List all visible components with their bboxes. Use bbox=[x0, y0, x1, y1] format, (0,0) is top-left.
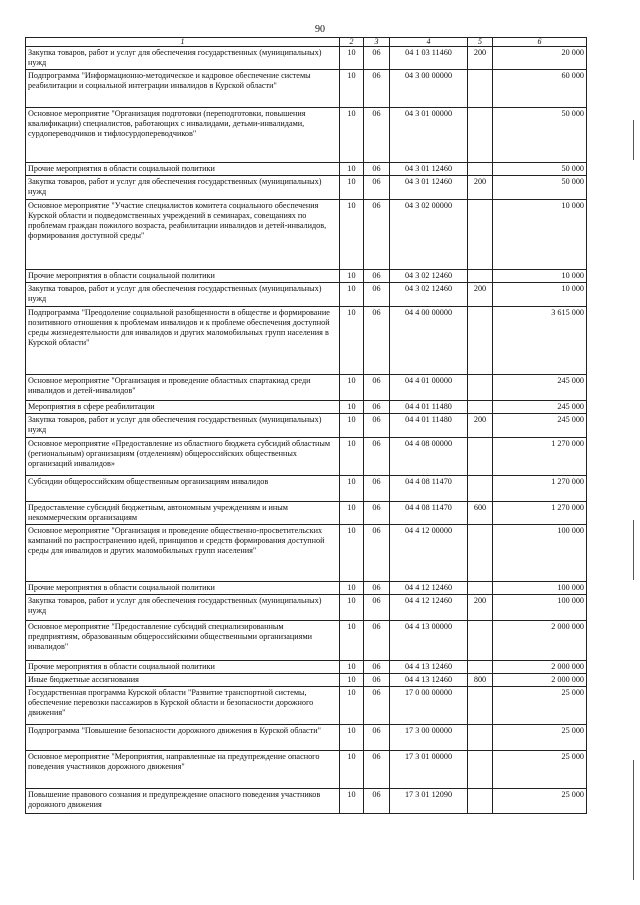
cell-target-code: 04 3 02 00000 bbox=[390, 200, 468, 270]
cell-section: 10 bbox=[340, 621, 364, 661]
cell-target-code: 04 4 01 11480 bbox=[390, 401, 468, 414]
cell-section: 10 bbox=[340, 582, 364, 595]
cell-section: 10 bbox=[340, 401, 364, 414]
cell-name: Мероприятия в сфере реабилитации bbox=[26, 401, 340, 414]
cell-amount: 25 000 bbox=[493, 789, 587, 814]
cell-section: 10 bbox=[340, 270, 364, 283]
cell-expense-type bbox=[468, 687, 493, 725]
cell-amount: 2 000 000 bbox=[493, 674, 587, 687]
cell-amount: 1 270 000 bbox=[493, 438, 587, 476]
cell-section: 10 bbox=[340, 525, 364, 582]
cell-target-code: 04 4 12 12460 bbox=[390, 582, 468, 595]
cell-expense-type: 800 bbox=[468, 674, 493, 687]
cell-target-code: 04 3 01 00000 bbox=[390, 108, 468, 163]
cell-name: Государственная программа Курской области "Развитие транспортной системы, обеспечение перевозки пассажиров в Курской области и безопасности дорожного движения" bbox=[26, 687, 340, 725]
cell-subsection: 06 bbox=[364, 502, 390, 525]
cell-subsection: 06 bbox=[364, 163, 390, 176]
cell-name: Основное мероприятие "Организация подготовки (переподготовки, повышения квалификации) специалистов, работающих с инвалидами, детьми-инвалидами, сурдопереводчиков и тифлосурдопереводчиков" bbox=[26, 108, 340, 163]
cell-amount: 25 000 bbox=[493, 687, 587, 725]
column-header-subsection: 3 bbox=[364, 38, 390, 47]
cell-section: 10 bbox=[340, 687, 364, 725]
cell-section: 10 bbox=[340, 502, 364, 525]
cell-subsection: 06 bbox=[364, 307, 390, 375]
cell-amount: 50 000 bbox=[493, 176, 587, 200]
table-row bbox=[26, 674, 587, 687]
cell-section: 10 bbox=[340, 476, 364, 502]
cell-subsection: 06 bbox=[364, 176, 390, 200]
column-header-name: 1 bbox=[26, 38, 340, 47]
cell-section: 10 bbox=[340, 414, 364, 438]
budget-table bbox=[25, 37, 587, 814]
cell-subsection: 06 bbox=[364, 283, 390, 307]
cell-subsection: 06 bbox=[364, 582, 390, 595]
cell-section: 10 bbox=[340, 595, 364, 621]
cell-target-code: 17 0 00 00000 bbox=[390, 687, 468, 725]
cell-amount: 10 000 bbox=[493, 283, 587, 307]
cell-name: Подпрограмма "Повышение безопасности дорожного движения в Курской области" bbox=[26, 725, 340, 751]
cell-expense-type bbox=[468, 525, 493, 582]
cell-name: Закупка товаров, работ и услуг для обеспечения государственных (муниципальных) нужд bbox=[26, 283, 340, 307]
cell-amount: 245 000 bbox=[493, 375, 587, 401]
cell-section: 10 bbox=[340, 200, 364, 270]
cell-name: Закупка товаров, работ и услуг для обеспечения государственных (муниципальных) нужд bbox=[26, 176, 340, 200]
cell-name: Предоставление субсидий бюджетным, автономным учреждениям и иным некоммерческим организациям bbox=[26, 502, 340, 525]
cell-target-code: 04 1 03 11460 bbox=[390, 47, 468, 70]
cell-subsection: 06 bbox=[364, 200, 390, 270]
cell-target-code: 04 4 08 11470 bbox=[390, 476, 468, 502]
cell-name: Прочие мероприятия в области социальной политики bbox=[26, 582, 340, 595]
table-row bbox=[26, 375, 587, 401]
cell-section: 10 bbox=[340, 108, 364, 163]
cell-subsection: 06 bbox=[364, 108, 390, 163]
cell-subsection: 06 bbox=[364, 401, 390, 414]
cell-name: Прочие мероприятия в области социальной политики bbox=[26, 270, 340, 283]
cell-amount: 25 000 bbox=[493, 725, 587, 751]
cell-expense-type bbox=[468, 70, 493, 108]
scan-edge-mark bbox=[633, 760, 634, 880]
cell-section: 10 bbox=[340, 47, 364, 70]
cell-expense-type bbox=[468, 661, 493, 674]
cell-expense-type bbox=[468, 270, 493, 283]
table-row bbox=[26, 595, 587, 621]
scan-edge-mark bbox=[633, 120, 634, 160]
cell-target-code: 04 4 13 12460 bbox=[390, 674, 468, 687]
cell-section: 10 bbox=[340, 725, 364, 751]
table-row bbox=[26, 401, 587, 414]
cell-expense-type bbox=[468, 163, 493, 176]
table-row bbox=[26, 725, 587, 751]
cell-amount: 2 000 000 bbox=[493, 661, 587, 674]
cell-amount: 50 000 bbox=[493, 108, 587, 163]
cell-section: 10 bbox=[340, 307, 364, 375]
cell-subsection: 06 bbox=[364, 476, 390, 502]
page-number: 90 bbox=[315, 24, 325, 35]
cell-expense-type bbox=[468, 438, 493, 476]
cell-section: 10 bbox=[340, 661, 364, 674]
cell-amount: 25 000 bbox=[493, 751, 587, 789]
cell-amount: 50 000 bbox=[493, 163, 587, 176]
column-header-target-code: 4 bbox=[390, 38, 468, 47]
cell-target-code: 04 4 00 00000 bbox=[390, 307, 468, 375]
cell-amount: 3 615 000 bbox=[493, 307, 587, 375]
cell-subsection: 06 bbox=[364, 661, 390, 674]
table-row bbox=[26, 108, 587, 163]
cell-name: Закупка товаров, работ и услуг для обеспечения государственных (муниципальных) нужд bbox=[26, 414, 340, 438]
cell-expense-type: 600 bbox=[468, 502, 493, 525]
cell-expense-type bbox=[468, 582, 493, 595]
cell-subsection: 06 bbox=[364, 595, 390, 621]
cell-section: 10 bbox=[340, 375, 364, 401]
cell-target-code: 17 3 00 00000 bbox=[390, 725, 468, 751]
table-row bbox=[26, 525, 587, 582]
column-header-amount: 6 bbox=[493, 38, 587, 47]
cell-amount: 1 270 000 bbox=[493, 502, 587, 525]
cell-subsection: 06 bbox=[364, 270, 390, 283]
cell-name: Основное мероприятие «Предоставление из областного бюджета субсидий областным (региональным) организациям (отделениям) общероссийских общественных организаций инвалидов» bbox=[26, 438, 340, 476]
cell-name: Основное мероприятие "Мероприятия, направленные на предупреждение опасного поведения участников дорожного движения" bbox=[26, 751, 340, 789]
cell-expense-type bbox=[468, 108, 493, 163]
cell-amount: 100 000 bbox=[493, 582, 587, 595]
table-row bbox=[26, 582, 587, 595]
cell-amount: 10 000 bbox=[493, 200, 587, 270]
cell-name: Субсидии общероссийским общественным организациям инвалидов bbox=[26, 476, 340, 502]
table-row bbox=[26, 789, 587, 814]
table-row bbox=[26, 47, 587, 70]
cell-amount: 245 000 bbox=[493, 401, 587, 414]
cell-name: Повышение правового сознания и предупреждение опасного поведения участников дорожного движения bbox=[26, 789, 340, 814]
cell-subsection: 06 bbox=[364, 525, 390, 582]
cell-target-code: 04 4 08 11470 bbox=[390, 502, 468, 525]
cell-target-code: 04 4 08 00000 bbox=[390, 438, 468, 476]
cell-amount: 100 000 bbox=[493, 595, 587, 621]
cell-amount: 100 000 bbox=[493, 525, 587, 582]
table-row bbox=[26, 283, 587, 307]
cell-amount: 2 000 000 bbox=[493, 621, 587, 661]
table-row bbox=[26, 414, 587, 438]
cell-target-code: 17 3 01 00000 bbox=[390, 751, 468, 789]
cell-subsection: 06 bbox=[364, 438, 390, 476]
cell-subsection: 06 bbox=[364, 687, 390, 725]
cell-name: Основное мероприятие "Предоставление субсидий специализированным предприятиям, образованным общероссийскими общественными организациями инвалидов" bbox=[26, 621, 340, 661]
cell-target-code: 04 4 12 12460 bbox=[390, 595, 468, 621]
cell-amount: 10 000 bbox=[493, 270, 587, 283]
cell-target-code: 04 4 01 00000 bbox=[390, 375, 468, 401]
cell-name: Прочие мероприятия в области социальной политики bbox=[26, 661, 340, 674]
cell-subsection: 06 bbox=[364, 674, 390, 687]
cell-target-code: 04 3 02 12460 bbox=[390, 283, 468, 307]
table-row bbox=[26, 163, 587, 176]
cell-expense-type: 200 bbox=[468, 176, 493, 200]
column-header-expense-type: 5 bbox=[468, 38, 493, 47]
cell-target-code: 04 4 01 11480 bbox=[390, 414, 468, 438]
table-row bbox=[26, 176, 587, 200]
header-row bbox=[26, 38, 587, 47]
cell-section: 10 bbox=[340, 751, 364, 789]
cell-name: Основное мероприятие "Участие специалистов комитета социального обеспечения Курской области и подведомственных учреждений в семинарах, совещаниях по проблемам граждан пожилого возраста, реабилитации инвалидов и детей-инвалидов, формирования доступной среды" bbox=[26, 200, 340, 270]
cell-expense-type bbox=[468, 375, 493, 401]
cell-amount: 20 000 bbox=[493, 47, 587, 70]
cell-expense-type bbox=[468, 476, 493, 502]
table-row bbox=[26, 687, 587, 725]
cell-section: 10 bbox=[340, 789, 364, 814]
cell-expense-type: 200 bbox=[468, 595, 493, 621]
cell-amount: 245 000 bbox=[493, 414, 587, 438]
table-row bbox=[26, 70, 587, 108]
cell-name: Иные бюджетные ассигнования bbox=[26, 674, 340, 687]
cell-expense-type bbox=[468, 789, 493, 814]
cell-expense-type bbox=[468, 621, 493, 661]
cell-name: Подпрограмма "Преодоление социальной разобщенности в обществе и формирование позитивного отношения к проблемам инвалидов и к проблеме обеспечения доступной среды жизнедеятельности для инвалидов и других маломобильных групп населения в Курской области" bbox=[26, 307, 340, 375]
cell-target-code: 04 3 01 12460 bbox=[390, 176, 468, 200]
cell-section: 10 bbox=[340, 438, 364, 476]
table-row bbox=[26, 661, 587, 674]
table-row bbox=[26, 307, 587, 375]
cell-name: Подпрограмма "Информационно-методическое и кадровое обеспечение системы реабилитации и социальной интеграции инвалидов в Курской области" bbox=[26, 70, 340, 108]
column-header-section: 2 bbox=[340, 38, 364, 47]
scan-edge-mark bbox=[633, 520, 634, 580]
cell-target-code: 04 4 13 12460 bbox=[390, 661, 468, 674]
cell-expense-type bbox=[468, 401, 493, 414]
cell-name: Прочие мероприятия в области социальной политики bbox=[26, 163, 340, 176]
cell-name: Закупка товаров, работ и услуг для обеспечения государственных (муниципальных) нужд bbox=[26, 595, 340, 621]
cell-expense-type: 200 bbox=[468, 414, 493, 438]
cell-target-code: 04 3 01 12460 bbox=[390, 163, 468, 176]
cell-name: Основное мероприятие "Организация и проведение общественно-просветительских кампаний по распространению идей, принципов и средств формирования доступной среды для инвалидов и других маломобильных групп населения" bbox=[26, 525, 340, 582]
cell-name: Основное мероприятие "Организация и проведение областных спартакиад среди инвалидов и детей-инвалидов" bbox=[26, 375, 340, 401]
table-row bbox=[26, 476, 587, 502]
cell-expense-type bbox=[468, 200, 493, 270]
cell-subsection: 06 bbox=[364, 47, 390, 70]
table-row bbox=[26, 438, 587, 476]
cell-amount: 1 270 000 bbox=[493, 476, 587, 502]
cell-section: 10 bbox=[340, 674, 364, 687]
table-row bbox=[26, 270, 587, 283]
table-row bbox=[26, 502, 587, 525]
cell-section: 10 bbox=[340, 163, 364, 176]
cell-subsection: 06 bbox=[364, 414, 390, 438]
cell-target-code: 04 4 12 00000 bbox=[390, 525, 468, 582]
cell-expense-type bbox=[468, 751, 493, 789]
cell-amount: 60 000 bbox=[493, 70, 587, 108]
cell-expense-type: 200 bbox=[468, 283, 493, 307]
cell-expense-type: 200 bbox=[468, 47, 493, 70]
cell-subsection: 06 bbox=[364, 375, 390, 401]
cell-target-code: 04 3 00 00000 bbox=[390, 70, 468, 108]
cell-target-code: 04 4 13 00000 bbox=[390, 621, 468, 661]
table-row bbox=[26, 751, 587, 789]
cell-target-code: 17 3 01 12090 bbox=[390, 789, 468, 814]
cell-expense-type bbox=[468, 307, 493, 375]
cell-subsection: 06 bbox=[364, 725, 390, 751]
cell-subsection: 06 bbox=[364, 789, 390, 814]
table-row bbox=[26, 621, 587, 661]
table-row bbox=[26, 200, 587, 270]
cell-section: 10 bbox=[340, 70, 364, 108]
cell-subsection: 06 bbox=[364, 621, 390, 661]
cell-target-code: 04 3 02 12460 bbox=[390, 270, 468, 283]
cell-section: 10 bbox=[340, 283, 364, 307]
cell-subsection: 06 bbox=[364, 70, 390, 108]
cell-section: 10 bbox=[340, 176, 364, 200]
cell-subsection: 06 bbox=[364, 751, 390, 789]
cell-expense-type bbox=[468, 725, 493, 751]
cell-name: Закупка товаров, работ и услуг для обеспечения государственных (муниципальных) нужд bbox=[26, 47, 340, 70]
